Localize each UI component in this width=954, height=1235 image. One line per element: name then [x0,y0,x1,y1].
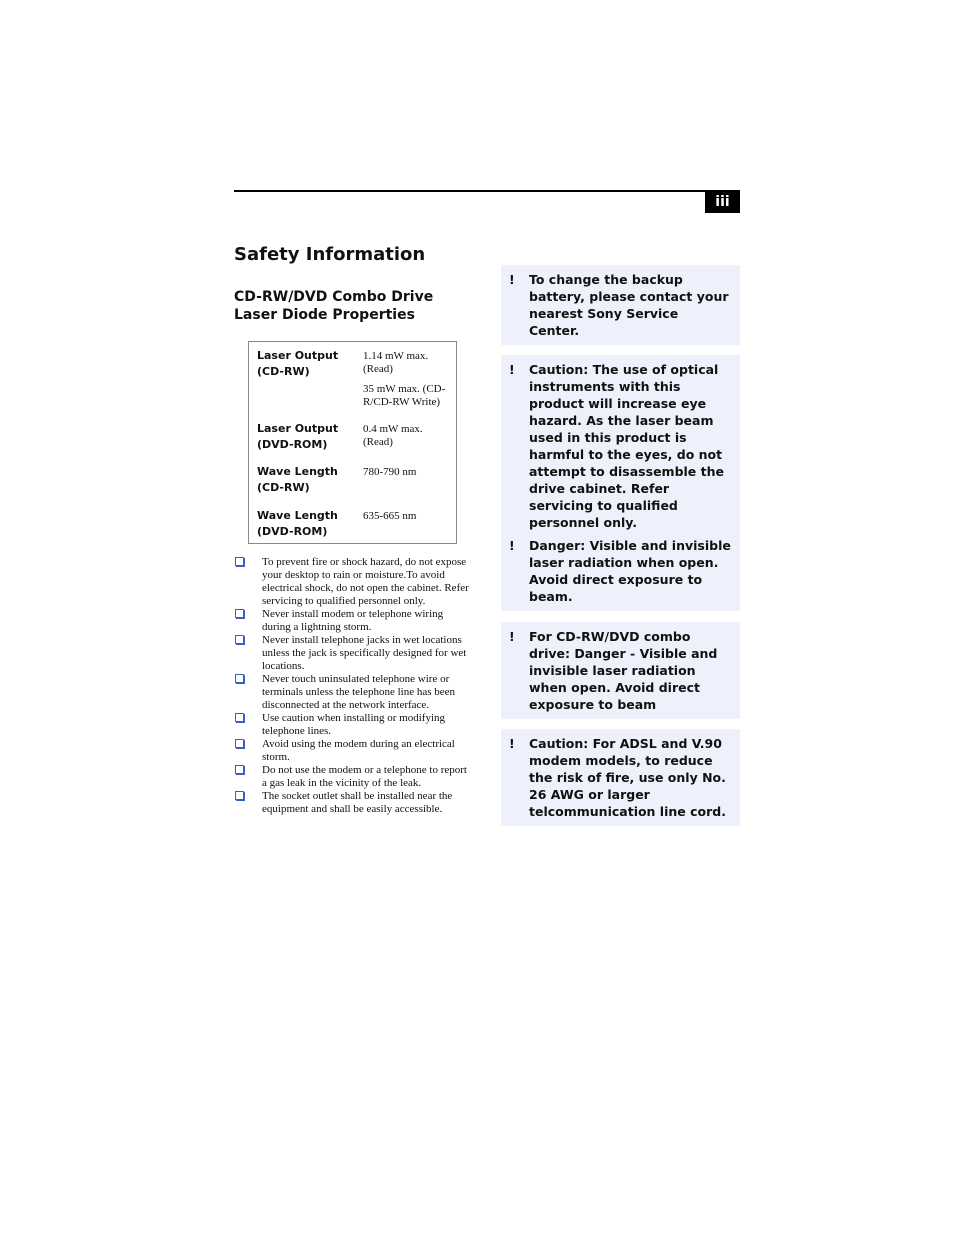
checkbox-bullet-icon [235,557,244,566]
checkbox-bullet-icon [235,674,244,683]
spec-label: Laser Output (CD-RW) [257,349,339,378]
safety-bullet-list [234,556,474,816]
exclamation-icon: ! [509,629,515,644]
spec-value: 0.4 mW max. (Read) [363,423,423,448]
exclamation-icon: ! [509,538,515,553]
list-item-text: Never install modem or telephone wiring during a lightning storm. [262,608,444,633]
list-item-text: Avoid using the modem during an electrical storm. [262,738,455,763]
list-item [234,712,474,738]
spec-value-secondary: 35 mW max. (CD-R/CD-RW Write) [363,383,446,408]
list-item [234,634,474,673]
caution-box [501,355,740,537]
list-item-text: Do not use the modem or a telephone to report a gas leak in the vicinity of the leak. [262,764,467,789]
caution-text: Caution: For ADSL and V.90 modem models, to reduce the risk of fire, use only No. 26 AWG or larger telcommunication line cord. [529,736,726,819]
caution-box [501,265,740,345]
caution-box [501,622,740,719]
checkbox-bullet-icon [235,713,244,722]
checkbox-bullet-icon [235,635,244,644]
list-item-text: To prevent fire or shock hazard, do not expose your desktop to rain or moisture.To avoid electrical shock, do not open the cabinet. Refer servicing to qualified personnel only. [262,556,469,607]
spec-value: 780-790 nm [363,466,417,478]
list-item [234,764,474,790]
spec-label: Wave Length (CD-RW) [257,465,338,494]
spec-value-primary: 1.14 mW max. (Read) [363,350,429,375]
caution-text: For CD-RW/DVD combo drive: Danger - Visible and invisible laser radiation when open. Avoid direct exposure to beam [529,629,718,712]
exclamation-icon: ! [509,736,515,751]
spec-label: Wave Length (DVD-ROM) [257,509,338,538]
page-title: Safety Information [234,244,426,265]
page-number: iii [705,192,740,213]
header-rule [234,190,740,192]
checkbox-bullet-icon [235,609,244,618]
section-subtitle: CD-RW/DVD Combo Drive Laser Diode Properties [234,289,434,323]
list-item-text: The socket outlet shall be installed near the equipment and shall be easily accessible. [262,790,453,815]
caution-text: Danger: Visible and invisible laser radiation when open. Avoid direct exposure to beam. [529,538,731,604]
caution-text: To change the backup battery, please contact your nearest Sony Service Center. [529,272,729,338]
list-item [234,738,474,764]
checkbox-bullet-icon [235,791,244,800]
list-item [234,673,474,712]
spec-value [363,350,455,409]
list-item-text: Never install telephone jacks in wet locations unless the jack is specifically designed for wet locations. [262,634,467,672]
checkbox-bullet-icon [235,739,244,748]
caution-box [501,729,740,826]
caution-box [501,531,740,611]
list-item [234,790,474,816]
exclamation-icon: ! [509,272,515,287]
list-item [234,556,474,608]
spec-value: 635-665 nm [363,510,417,522]
exclamation-icon: ! [509,362,515,377]
list-item [234,608,474,634]
list-item-text: Never touch uninsulated telephone wire or terminals unless the telephone line has been disconnected at the network interface. [262,673,456,711]
checkbox-bullet-icon [235,765,244,774]
caution-text: Caution: The use of optical instruments with this product will increase eye hazard. As the laser beam used in this product is harmful to the eyes, do not attempt to disassemble the drive cabinet. Refer servicing to qualified personnel only. [529,362,724,530]
list-item-text: Use caution when installing or modifying telephone lines. [262,712,445,737]
spec-label: Laser Output (DVD-ROM) [257,422,339,451]
laser-specs-table [248,341,457,544]
